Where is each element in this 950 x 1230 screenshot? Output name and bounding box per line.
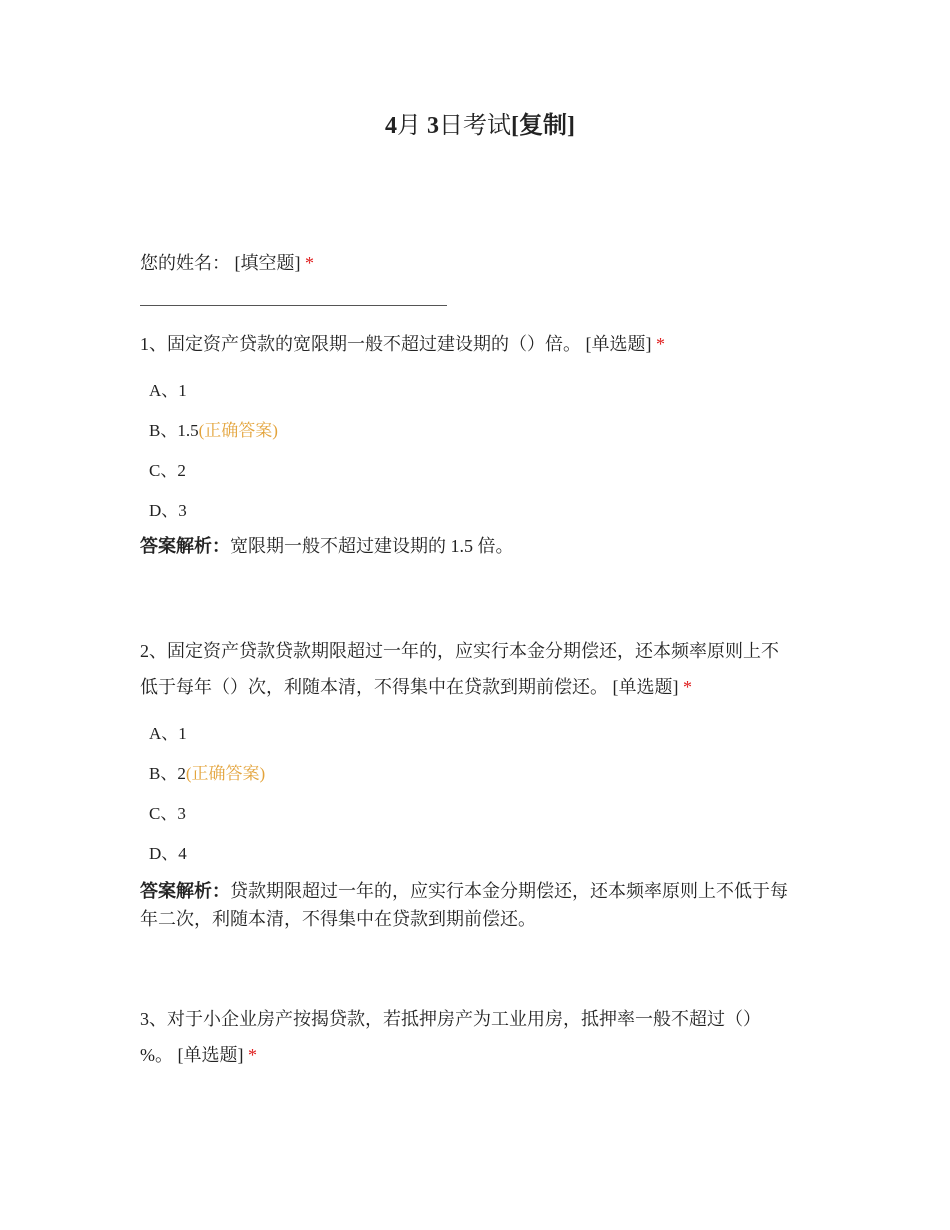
title-num-month: 4 [385,113,397,139]
option-b: B、2(正确答案) [149,764,266,783]
required-mark: * [305,253,314,273]
option-c: C、3 [149,804,186,823]
name-answer-blank[interactable] [140,305,447,306]
option-c: C、2 [149,461,186,480]
correct-answer-tag: (正确答案) [185,764,266,783]
title-month: 月 [397,113,421,139]
name-question [140,245,810,281]
title-rest: 日考试 [439,113,511,139]
required-mark: * [248,1045,257,1065]
answer-analysis [140,532,810,560]
option-b: B、1.5(正确答案) [149,421,278,440]
answer-analysis: 答案解析：贷款期限超过一年的，应实行本金分期偿还，还本频率原则上不低于每 年二次，利随本清，不得集中在贷款到期前偿还。 [140,881,788,929]
question-type: [填空题] [234,253,301,273]
analysis-text: 宽限期一般不超过建设期的 1.5 倍。 [230,536,514,556]
question-text: 3、对于小企业房产按揭贷款，若抵押房产为工业用房，抵押率一般不超过（） [140,1009,761,1029]
analysis-text: 贷款期限超过一年的，应实行本金分期偿还，还本频率原则上不低于每 [230,881,788,901]
required-mark: * [656,334,665,354]
analysis-label: 答案解析： [140,536,230,556]
option-d: D、3 [149,501,187,520]
question-1 [140,326,810,560]
option-list [140,714,810,874]
name-question-label: 您的姓名： [140,253,230,273]
question-type: [单选题] [612,677,679,697]
title-tag: [复制] [511,113,575,139]
option-list [140,371,810,531]
question-text: 2、固定资产贷款贷款期限超过一年的，应实行本金分期偿还，还本频率原则上不 [140,641,779,661]
correct-answer-tag: (正确答案) [198,421,278,440]
required-mark: * [683,677,692,697]
question-text: 1、固定资产贷款的宽限期一般不超过建设期的（）倍。 [单选题] * [140,334,665,354]
question-2: 2、固定资产贷款贷款期限超过一年的，应实行本金分期偿还，还本频率原则上不 低于每年（）次，利随本清，不得集中在贷款到期前偿还。 [单选题] * A、1 B、2(正确答案) C、3 D、4 答案解析：贷款期限超过一年的，应实行本金分期偿还，还本频率原则上不低于每 年二次，利随本清，不得集中在贷款到期前偿还。 [140,633,810,933]
option-a: A、1 [149,724,187,743]
page-title [140,110,820,142]
title-num-day: 3 [427,113,439,139]
option-d: D、4 [149,844,187,863]
question-3: 3、对于小企业房产按揭贷款，若抵押房产为工业用房，抵押率一般不超过（） %。 [单选题] * [140,1001,810,1073]
analysis-label: 答案解析： [140,881,230,901]
question-type: [单选题] [177,1045,244,1065]
option-a: A、1 [149,381,187,400]
question-type: [单选题] [585,334,652,354]
